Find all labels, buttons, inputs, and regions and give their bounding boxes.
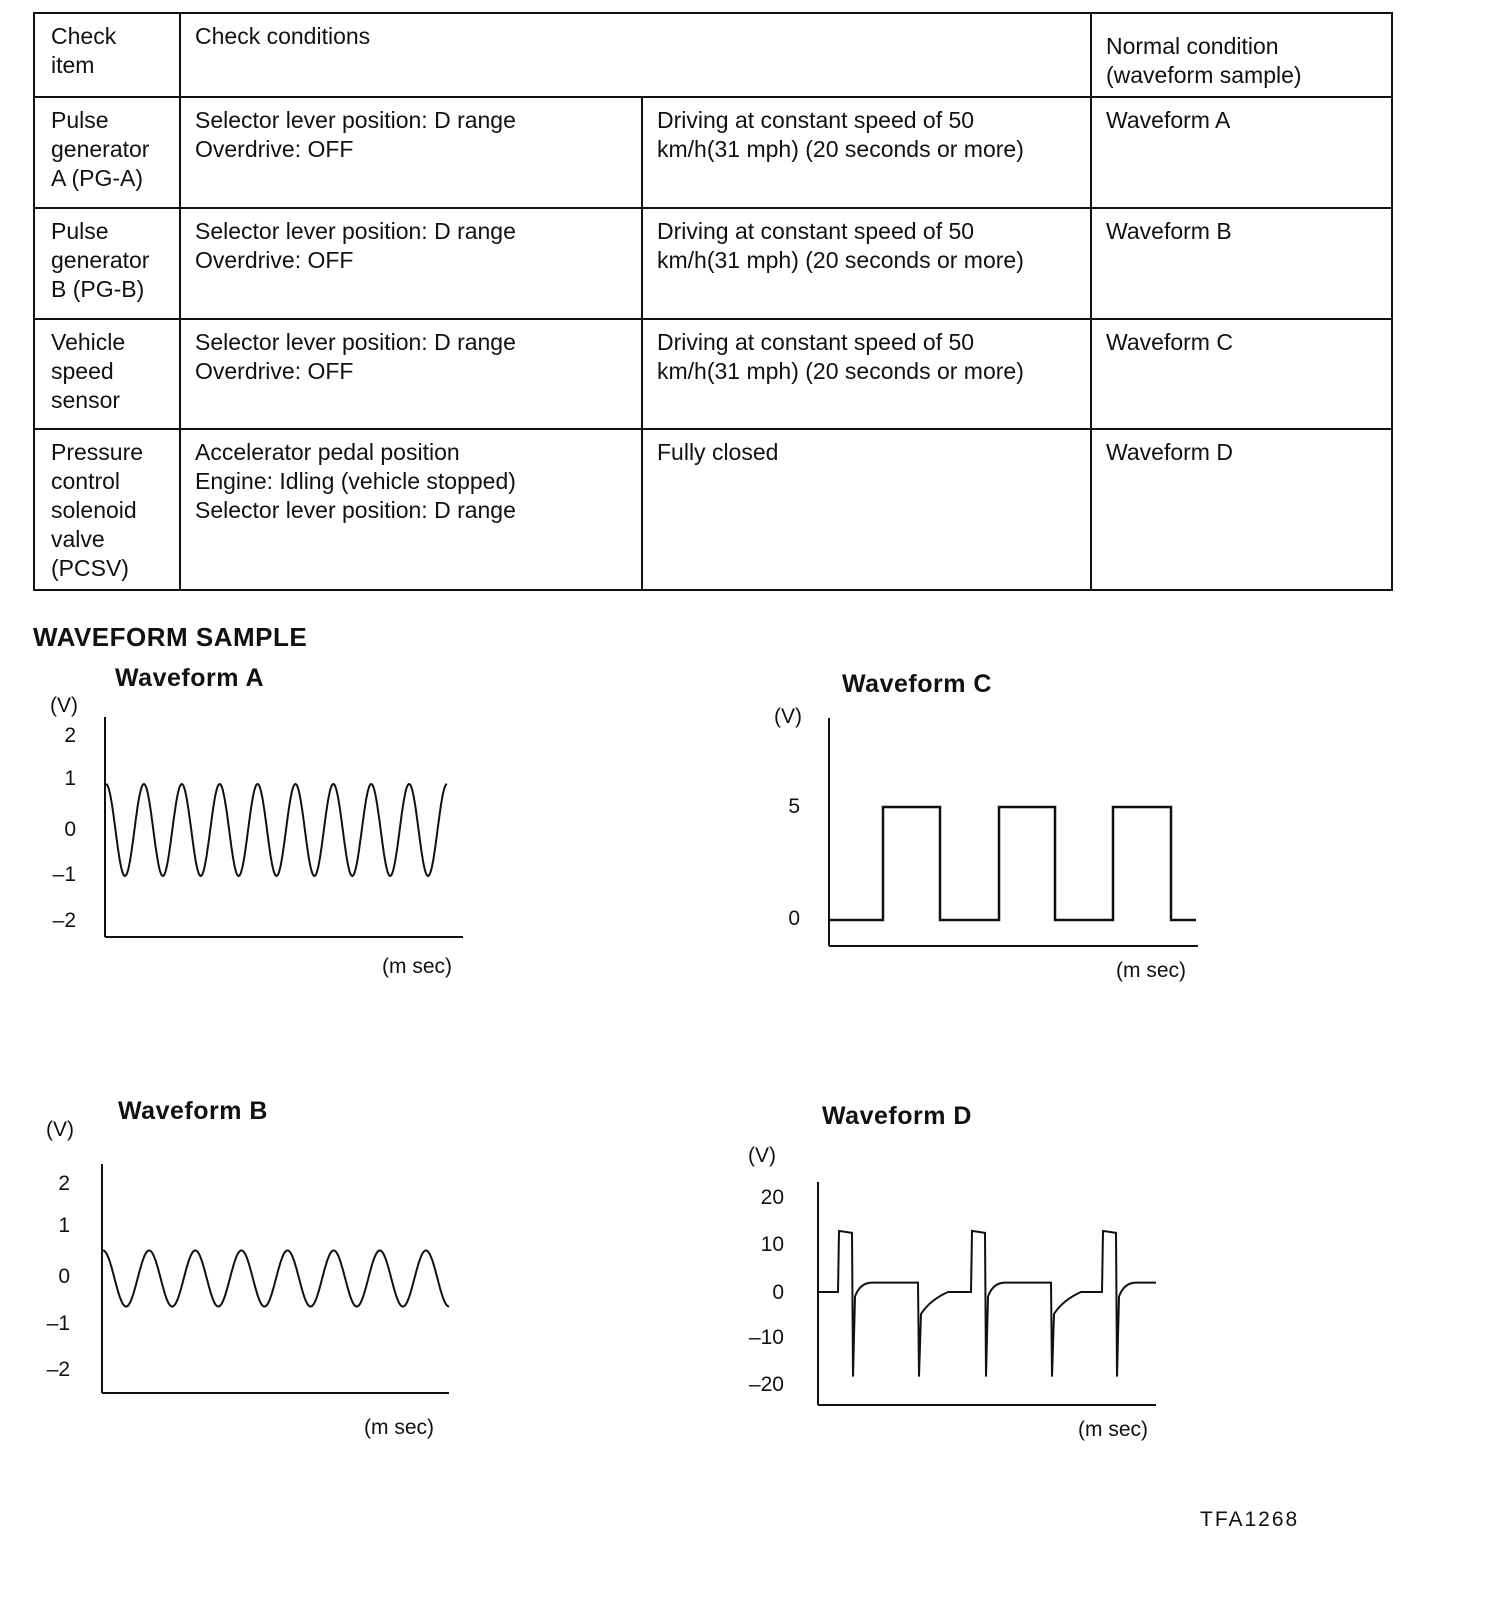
section-title: WAVEFORM SAMPLE xyxy=(33,622,308,652)
normal-condition-cell: Waveform C xyxy=(1091,319,1392,429)
waveform-b-ytick: 0 xyxy=(58,1265,70,1288)
waveform-b-trace xyxy=(103,1251,449,1307)
waveform-b-y-unit: (V) xyxy=(46,1118,74,1141)
waveform-c-trace xyxy=(829,807,1196,920)
waveform-d-y-unit: (V) xyxy=(748,1144,776,1167)
waveform-a-x-unit: (m sec) xyxy=(382,955,452,978)
header-check-item: Check item xyxy=(34,13,180,97)
header-normal-condition: Normal condition (waveform sample) xyxy=(1091,13,1392,97)
normal-condition-cell: Waveform B xyxy=(1091,208,1392,319)
waveform-a-ytick: –1 xyxy=(52,863,76,886)
waveform-c-ytick: 5 xyxy=(788,795,800,818)
figure-id: TFA1268 xyxy=(1200,1508,1300,1531)
check-item-cell: Vehicle speed sensor xyxy=(34,319,180,429)
waveform-d-ytick: 0 xyxy=(772,1281,784,1304)
condition-detail-cell: Driving at constant speed of 50 km/h(31 mph) (20 seconds or more) xyxy=(642,319,1091,429)
waveform-a-ytick: 0 xyxy=(64,818,76,841)
waveform-d-ytick: 20 xyxy=(760,1186,784,1209)
waveform-d-ytick: –20 xyxy=(748,1373,784,1396)
condition-detail-cell: Driving at constant speed of 50 km/h(31 mph) (20 seconds or more) xyxy=(642,97,1091,208)
normal-condition-cell: Waveform A xyxy=(1091,97,1392,208)
condition-detail-cell: Driving at constant speed of 50 km/h(31 mph) (20 seconds or more) xyxy=(642,208,1091,319)
condition-cell: Selector lever position: D range Overdrive: OFF xyxy=(180,97,642,208)
waveform-b-ytick: 1 xyxy=(58,1214,70,1237)
condition-cell: Selector lever position: D range Overdrive: OFF xyxy=(180,208,642,319)
waveform-d-ytick: 10 xyxy=(760,1233,784,1256)
check-item-cell: Pulse generator A (PG-A) xyxy=(34,97,180,208)
waveform-a-y-unit: (V) xyxy=(50,694,78,717)
condition-cell: Selector lever position: D range Overdrive: OFF xyxy=(180,319,642,429)
waveform-a-ytick: 1 xyxy=(64,767,76,790)
waveform-a-title: Waveform A xyxy=(115,664,265,692)
waveform-a-ytick: 2 xyxy=(64,724,76,747)
check-item-cell: Pressure control solenoid valve (PCSV) xyxy=(34,429,180,590)
waveform-c-y-unit: (V) xyxy=(774,705,802,728)
waveform-a-ytick: –2 xyxy=(52,909,76,932)
condition-cell: Accelerator pedal position Engine: Idling (vehicle stopped) Selector lever position: D range xyxy=(180,429,642,590)
waveform-b-x-unit: (m sec) xyxy=(364,1416,434,1439)
waveform-c-x-unit: (m sec) xyxy=(1116,959,1186,982)
header-check-conditions: Check conditions xyxy=(180,13,1091,97)
waveform-d-title: Waveform D xyxy=(822,1102,972,1130)
check-item-cell: Pulse generator B (PG-B) xyxy=(34,208,180,319)
waveform-a-trace xyxy=(106,784,447,876)
waveform-d-x-unit: (m sec) xyxy=(1078,1418,1148,1441)
waveform-c-title: Waveform C xyxy=(842,670,992,698)
waveform-b-ytick: –2 xyxy=(46,1358,70,1381)
waveform-b-ytick: 2 xyxy=(58,1172,70,1195)
waveform-c-ytick: 0 xyxy=(788,907,800,930)
waveform-b-title: Waveform B xyxy=(118,1097,268,1125)
waveform-b-ytick: –1 xyxy=(46,1312,70,1335)
waveform-d-trace xyxy=(818,1231,1156,1377)
condition-detail-cell: Fully closed xyxy=(642,429,1091,590)
waveform-d-ytick: –10 xyxy=(748,1326,784,1349)
normal-condition-cell: Waveform D xyxy=(1091,429,1392,590)
